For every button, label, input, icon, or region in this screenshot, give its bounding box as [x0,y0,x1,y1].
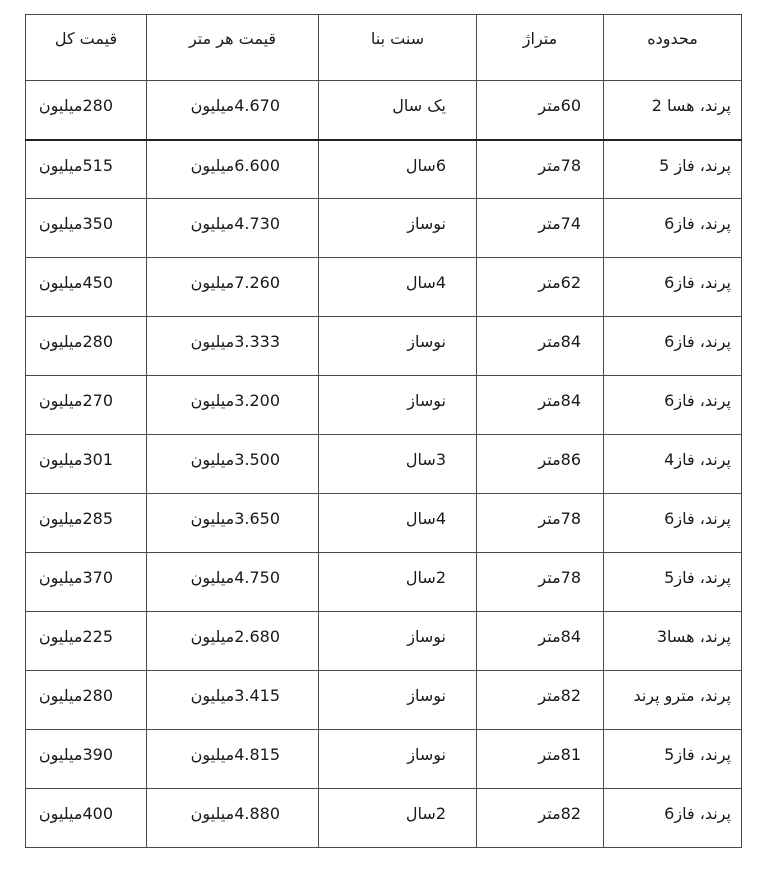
table-row [26,553,742,612]
table-row [26,81,742,140]
table-row [26,494,742,553]
cell-total-price: 515میلیون [26,140,147,199]
cell-total-price: 390میلیون [26,730,147,789]
table-row [26,730,742,789]
cell-age: 6سال [319,140,477,199]
table-row [26,789,742,848]
cell-area: پرند، هسا 2 [604,81,742,140]
cell-price-per-meter: 3.650میلیون [147,494,319,553]
cell-total-price: 280میلیون [26,671,147,730]
cell-area: پرند، فاز6 [604,199,742,258]
cell-price-per-meter: 7.260میلیون [147,258,319,317]
cell-price-per-meter: 4.750میلیون [147,553,319,612]
header-area: محدوده [604,15,742,81]
header-price-per-meter: قیمت هر متر [147,15,319,81]
price-table [25,14,742,848]
table-header [26,15,742,81]
cell-area: پرند، فاز 5 [604,140,742,199]
cell-total-price: 280میلیون [26,317,147,376]
cell-age: 2سال [319,553,477,612]
cell-area: پرند، فاز6 [604,258,742,317]
cell-price-per-meter: 4.730میلیون [147,199,319,258]
cell-total-price: 400میلیون [26,789,147,848]
cell-price-per-meter: 4.880میلیون [147,789,319,848]
cell-total-price: 301میلیون [26,435,147,494]
cell-size: 81متر [477,730,604,789]
table-row [26,258,742,317]
cell-size: 84متر [477,317,604,376]
cell-age: نوساز [319,199,477,258]
cell-price-per-meter: 3.333میلیون [147,317,319,376]
cell-area: پرند، فاز6 [604,376,742,435]
cell-area: پرند، فاز4 [604,435,742,494]
cell-area: پرند، فاز6 [604,317,742,376]
table-row [26,199,742,258]
cell-area: پرند، فاز5 [604,553,742,612]
table-row [26,612,742,671]
table-row [26,317,742,376]
cell-total-price: 370میلیون [26,553,147,612]
cell-age: نوساز [319,612,477,671]
cell-price-per-meter: 4.670میلیون [147,81,319,140]
cell-price-per-meter: 3.415میلیون [147,671,319,730]
cell-size: 60متر [477,81,604,140]
cell-age: 2سال [319,789,477,848]
cell-total-price: 450میلیون [26,258,147,317]
cell-age: نوساز [319,376,477,435]
cell-age: نوساز [319,671,477,730]
cell-area: پرند، هسا3 [604,612,742,671]
table-row [26,140,742,199]
cell-size: 78متر [477,553,604,612]
cell-total-price: 350میلیون [26,199,147,258]
cell-total-price: 270میلیون [26,376,147,435]
cell-size: 86متر [477,435,604,494]
cell-age: یک سال [319,81,477,140]
cell-area: پرند، فاز6 [604,494,742,553]
cell-age: 4سال [319,494,477,553]
cell-total-price: 225میلیون [26,612,147,671]
header-age: سنت بنا [319,15,477,81]
cell-price-per-meter: 3.500میلیون [147,435,319,494]
cell-size: 74متر [477,199,604,258]
cell-age: نوساز [319,317,477,376]
cell-price-per-meter: 3.200میلیون [147,376,319,435]
cell-size: 84متر [477,612,604,671]
cell-age: 4سال [319,258,477,317]
cell-area: پرند، مترو پرند [604,671,742,730]
cell-size: 78متر [477,140,604,199]
cell-size: 82متر [477,671,604,730]
header-size: متراژ [477,15,604,81]
header-row [26,15,742,81]
cell-price-per-meter: 6.600میلیون [147,140,319,199]
cell-total-price: 280میلیون [26,81,147,140]
cell-size: 78متر [477,494,604,553]
cell-size: 82متر [477,789,604,848]
cell-total-price: 285میلیون [26,494,147,553]
cell-size: 84متر [477,376,604,435]
cell-size: 62متر [477,258,604,317]
cell-area: پرند، فاز5 [604,730,742,789]
cell-age: 3سال [319,435,477,494]
cell-price-per-meter: 2.680میلیون [147,612,319,671]
table-body [26,81,742,848]
table-row [26,376,742,435]
table-row [26,435,742,494]
header-total-price: قیمت کل [26,15,147,81]
cell-area: پرند، فاز6 [604,789,742,848]
table-row [26,671,742,730]
cell-price-per-meter: 4.815میلیون [147,730,319,789]
cell-age: نوساز [319,730,477,789]
